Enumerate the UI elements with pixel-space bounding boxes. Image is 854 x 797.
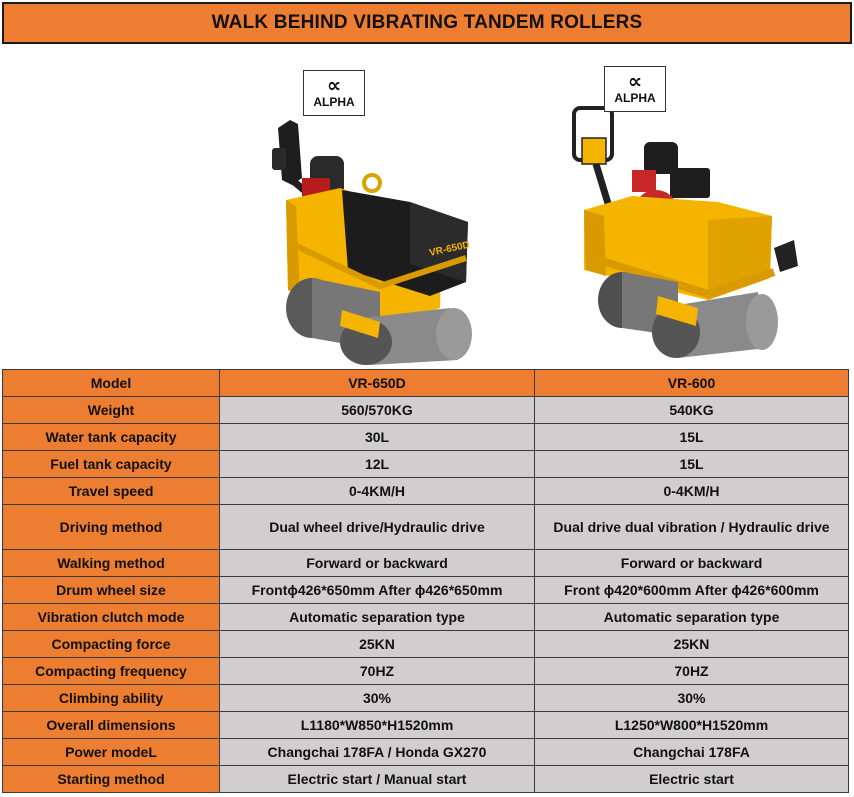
page-title: WALK BEHIND VIBRATING TANDEM ROLLERS — [211, 12, 643, 33]
table-row — [3, 766, 849, 793]
row-label-cell: Starting method — [3, 766, 220, 793]
table-row — [3, 451, 849, 478]
row-value-cell: Forward or backward — [220, 550, 535, 577]
table-row — [3, 604, 849, 631]
row-value-cell: Electric start / Manual start — [220, 766, 535, 793]
alpha-logo-mark-icon: ∝ — [627, 71, 643, 93]
row-label-cell: Driving method — [3, 505, 220, 550]
table-row — [3, 550, 849, 577]
row-value-cell: 30% — [535, 685, 849, 712]
row-value-cell: Front ϕ420*600mm After ϕ426*600mm — [535, 577, 849, 604]
row-value-cell: 15L — [535, 451, 849, 478]
row-value-cell: 12L — [220, 451, 535, 478]
table-row — [3, 631, 849, 658]
spec-table — [2, 369, 849, 793]
row-value-cell: 70HZ — [535, 658, 849, 685]
row-value-cell: L1180*W850*H1520mm — [220, 712, 535, 739]
header-model-cell: VR-600 — [535, 370, 849, 397]
row-label-cell: Water tank capacity — [3, 424, 220, 451]
row-value-cell: 15L — [535, 424, 849, 451]
row-value-cell: Changchai 178FA — [535, 739, 849, 766]
row-value-cell: 25KN — [535, 631, 849, 658]
table-row — [3, 712, 849, 739]
row-value-cell: 70HZ — [220, 658, 535, 685]
row-label-cell: Vibration clutch mode — [3, 604, 220, 631]
row-value-cell: 0-4KM/H — [220, 478, 535, 505]
row-label-cell: Climbing ability — [3, 685, 220, 712]
alpha-logo-text: ALPHA — [614, 91, 656, 105]
table-row — [3, 424, 849, 451]
row-label-cell: Walking method — [3, 550, 220, 577]
product-image-vr-650d — [230, 60, 490, 365]
alpha-logo-text: ALPHA — [313, 95, 355, 109]
row-label-cell: Compacting force — [3, 631, 220, 658]
product-image-vr-600 — [548, 60, 808, 365]
row-value-cell: Changchai 178FA / Honda GX270 — [220, 739, 535, 766]
row-value-cell: L1250*W800*H1520mm — [535, 712, 849, 739]
row-label-cell: Drum wheel size — [3, 577, 220, 604]
table-row — [3, 685, 849, 712]
table-row — [3, 658, 849, 685]
header-model-cell: VR-650D — [220, 370, 535, 397]
row-label-cell: Compacting frequency — [3, 658, 220, 685]
row-label-cell: Overall dimensions — [3, 712, 220, 739]
table-row — [3, 577, 849, 604]
row-value-cell: 0-4KM/H — [535, 478, 849, 505]
row-label-cell: Fuel tank capacity — [3, 451, 220, 478]
row-value-cell: Automatic separation type — [535, 604, 849, 631]
table-row — [3, 478, 849, 505]
row-value-cell: Electric start — [535, 766, 849, 793]
row-value-cell: 25KN — [220, 631, 535, 658]
row-value-cell: Automatic separation type — [220, 604, 535, 631]
table-row — [3, 739, 849, 766]
header-label-cell: Model — [3, 370, 220, 397]
row-value-cell: 30% — [220, 685, 535, 712]
alpha-logo — [604, 66, 666, 112]
row-value-cell: Frontϕ426*650mm After ϕ426*650mm — [220, 577, 535, 604]
row-label-cell: Power modeL — [3, 739, 220, 766]
alpha-logo — [303, 70, 365, 116]
row-value-cell: Forward or backward — [535, 550, 849, 577]
row-label-cell: Weight — [3, 397, 220, 424]
table-row — [3, 397, 849, 424]
table-row — [3, 505, 849, 550]
model-badge-text: VR-650D — [428, 239, 471, 259]
alpha-logo-mark-icon: ∝ — [326, 75, 342, 97]
row-value-cell: Dual drive dual vibration / Hydraulic drive — [535, 505, 849, 550]
row-value-cell: Dual wheel drive/Hydraulic drive — [220, 505, 535, 550]
row-label-cell: Travel speed — [3, 478, 220, 505]
row-value-cell: 540KG — [535, 397, 849, 424]
row-value-cell: 560/570KG — [220, 397, 535, 424]
roller-illustration-vr-600 — [548, 60, 808, 365]
table-header-row — [3, 370, 849, 397]
row-value-cell: 30L — [220, 424, 535, 451]
title-bar — [2, 2, 852, 44]
